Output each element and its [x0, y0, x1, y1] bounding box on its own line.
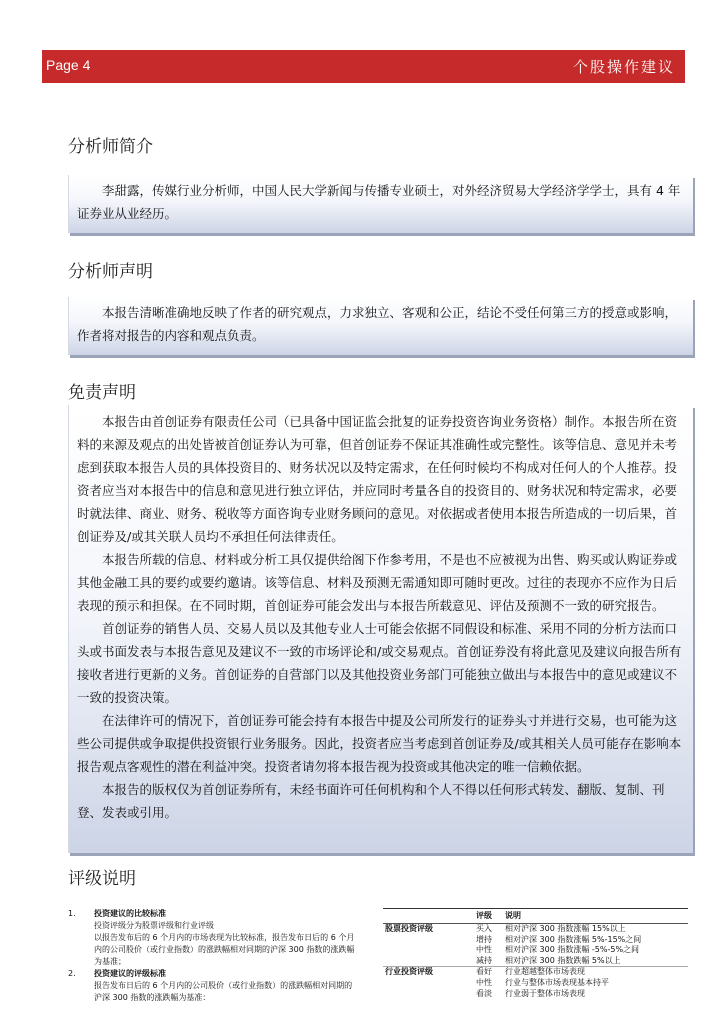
industry-rating-label: 行业投资评级: [383, 967, 465, 978]
disclaimer-paragraph: 在法律许可的情况下，首创证券可能会持有本报告中提及公司所发行的证券头寸并进行交易，也可能为这些公司提供或争取提供投资银行业务服务。因此，投资者应当考虑到首创证券及/或其相关人员可能存在影响本报告观点客观性的潜在利益冲突。投资者请勿将本报告视为投资或其他决定的唯一信赖依据。: [77, 713, 682, 774]
table-header: 评级: [465, 909, 503, 924]
desc-cell: 行业超越整体市场表现: [503, 967, 688, 978]
rating-cell: 买入: [476, 924, 492, 933]
analyst-intro-box: [68, 175, 693, 233]
disclaimer-title: 免责声明: [68, 383, 136, 403]
rating-title: 评级说明: [68, 869, 136, 889]
rating-table: [383, 908, 688, 999]
analyst-statement-title: 分析师声明: [68, 262, 153, 282]
analyst-statement-text: 本报告清晰准确地反映了作者的研究观点，力求独立、客观和公正，结论不受任何第三方的授意或影响，作者将对报告的内容和观点负责。: [77, 305, 678, 343]
desc-cell: 相对沪深 300 指数涨幅 5%-15%之间: [505, 934, 642, 944]
disclaimer-paragraph: 本报告所载的信息、材料或分析工具仅提供给阁下作参考用，不是也不应被视为出售、购买或认购证券或其他金融工具的要约或要约邀请。该等信息、材料及预测无需通知即可随时更改。过往的表现亦不应作为日后表现的预示和担保。在不同时期，首创证券可能会发出与本报告所载意见、评估及预测不一致的研究报告。: [77, 552, 678, 613]
rating-criteria: [68, 908, 358, 1004]
analyst-intro-title: 分析师简介: [68, 137, 153, 157]
rating-cell: 看好: [465, 967, 503, 978]
disclaimer-paragraph: 本报告的版权仅为首创证券所有，未经书面许可任何机构和个人不得以任何形式转发、翻版、复制、刊登、发表或引用。: [77, 782, 665, 820]
analyst-statement-box: [68, 297, 693, 355]
disclaimer-paragraph: 本报告由首创证券有限责任公司（已具备中国证监会批复的证券投资咨询业务资格）制作。本报告所在资料的来源及观点的出处皆被首创证券认为可靠，但首创证券不保证其准确性或完整性。该等信息、意见并未考虑到获取本报告人员的具体投资目的、财务状况以及特定需求，在任何时候均不构成对任何人的个人推荐。投资者应当对本报告中的信息和意见进行独立评估，并应同时考量各自的投资目的、财务状况和特定需求，必要时就法律、商业、财务、税收等方面咨询专业财务顾问的意见。对依据或者使用本报告所造成的一切后果，首创证券及/或其关联人员均不承担任何法律责任。: [77, 414, 678, 544]
disclaimer-paragraph: 首创证券的销售人员、交易人员以及其他专业人士可能会依据不同假设和标准、采用不同的分析方法而口头或书面发表与本报告意见及建议不一致的市场评论和/或交易观点。首创证券没有将此意见及建议向报告所有接收者进行更新的义务。首创证券的自营部门以及其他投资业务部门可能独立做出与本报告中的意见或建议不一致的投资决策。: [77, 621, 682, 705]
desc-cell: 相对沪深 300 指数跌幅 5%以上: [505, 955, 621, 965]
analyst-intro-text: 李甜露，传媒行业分析师，中国人民大学新闻与传播专业硕士，对外经济贸易大学经济学学士，具有 4 年证券业从业经历。: [77, 183, 681, 221]
table-header: [383, 909, 465, 924]
criteria-line: 以报告发布后的 6 个月内的市场表现为比较标准，报告发布日后的 6 个月内的公司股价（或行业指数）的涨跌幅相对同期的沪深 300 指数的涨跌幅为基准；: [94, 933, 355, 966]
disclaimer-box: [68, 405, 693, 853]
criteria-number: 1.: [68, 909, 76, 918]
header-title: 个股操作建议: [572, 58, 675, 76]
criteria-heading: 投资建议的评级标准: [94, 969, 166, 978]
rating-cell: 减持: [476, 955, 492, 965]
criteria-line: 投资评级分为股票评级和行业评级: [94, 921, 214, 930]
rating-cell: 看淡: [476, 988, 492, 998]
criteria-line: 报告发布日后的 6 个月内的公司股价（或行业指数）的涨跌幅相对同期的沪深 300 指数的涨跌幅为基准：: [94, 981, 353, 1002]
desc-cell: 相对沪深 300 指数涨幅 15%以上: [505, 924, 626, 933]
desc-cell: 行业与整体市场表现基本持平: [505, 977, 609, 987]
rating-cell: 中性: [476, 977, 492, 987]
desc-cell: 相对沪深 300 指数涨幅 -5%-5%之间: [505, 945, 640, 955]
stock-rating-label: 股票投资评级: [385, 924, 433, 933]
rating-cell: 增持: [476, 934, 492, 944]
table-header: 说明: [503, 909, 688, 924]
rating-cell: 中性: [476, 945, 492, 955]
criteria-number: 2.: [68, 969, 76, 978]
desc-cell: 行业弱于整体市场表现: [505, 988, 585, 998]
page-number: Page 4: [46, 57, 91, 73]
page-header: [42, 50, 685, 83]
criteria-heading: 投资建议的比较标准: [94, 909, 166, 918]
